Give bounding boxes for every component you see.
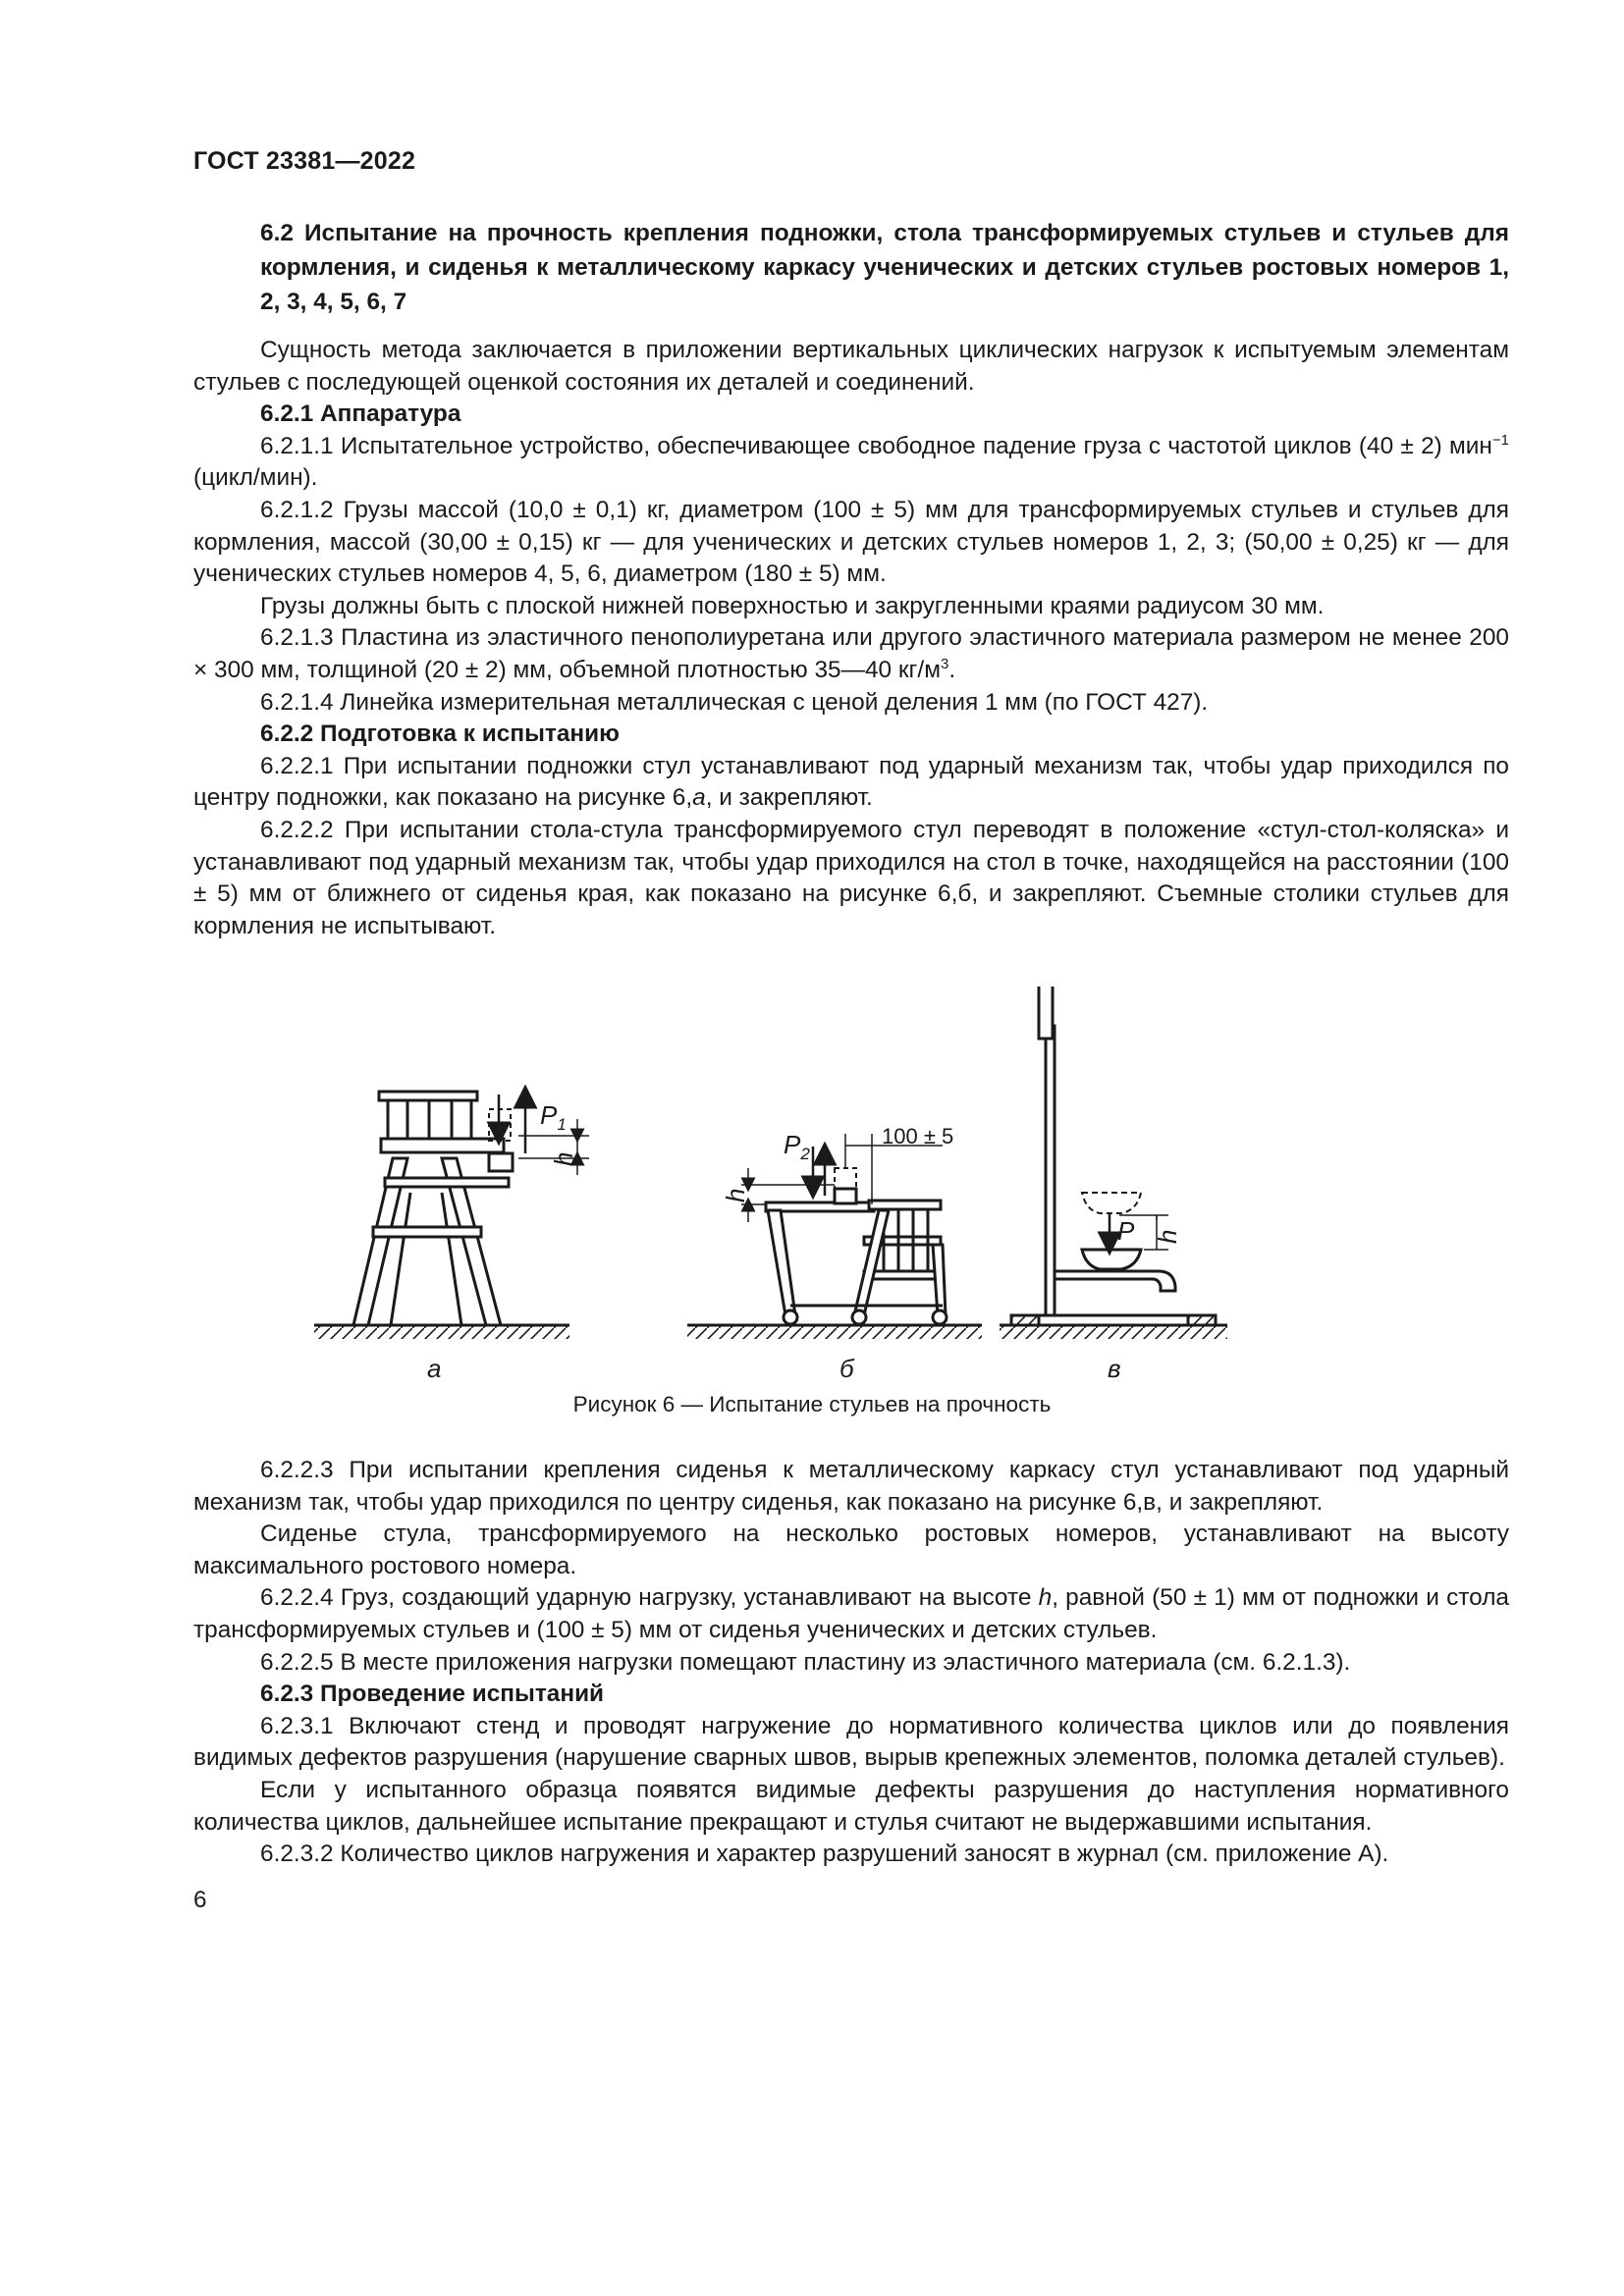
label-p2: $P_2$ [784,1130,810,1163]
heading-6-2-2: 6.2.2 Подготовка к испытанию [260,721,620,748]
label-p1: $P_1$ [540,1100,567,1134]
label-b: б [839,1354,854,1379]
paragraph-weights: Грузы должны быть с плоской нижней поверхностью и закругленными краями радиусом 30 мм. [260,592,1325,619]
paragraph-6-2-2-5: 6.2.2.5 В месте приложения нагрузки помещают пластину из эластичного материала (см. 6.2.1.3). [260,1648,1351,1676]
label-h-b: h [721,1188,750,1202]
paragraph-6-2-2-4: 6.2.2.4 Груз, создающий ударную нагрузку, устанавливают на высоте h, равной (50 ± 1) мм от подножки и стола трансформируемых стульев и (100 ± 5) мм от сиденья ученических и детских стульев. [193,1584,1509,1643]
paragraph-6-2-3-2: 6.2.3.2 Количество циклов нагружения и характер разрушений заносят в журнал (см. приложение А). [260,1841,1389,1868]
body-bottom [193,1455,1509,1916]
figure-caption: Рисунок 6 — Испытание стульев на прочность [572,1392,1052,1416]
paragraph-6-2-2-2: 6.2.2.2 При испытании стола-стула трансформируемого стул переводят в положение «стул-стол-коляска» и устанавливают под ударный механизм так, чтобы удар приходился на стол в точке, находящейся на расстоянии (100 ± 5) мм от ближнего от сиденья края, как показано на рисунке 6,б, и закрепляют. Съемные столики стульев для кормления не испытывают. [193,816,1509,939]
label-p: P [1117,1216,1135,1246]
paragraph-essence: Сущность метода заключается в приложении вертикальных циклических нагрузок к испытуемым элементам стульев с последующей оценкой состояния их деталей и соединений. [193,337,1509,396]
paragraph-6-2-3-1: 6.2.3.1 Включают стенд и проводят нагружение до нормативного количества циклов или до появления видимых дефектов разрушения (нарушение сварных швов, вырыв крепежных элементов, поломка деталей стульев). [193,1712,1509,1772]
document-header: ГОСТ 23381—2022 [193,147,416,175]
label-v: в [1108,1354,1121,1379]
heading-6-2-1: 6.2.1 Аппаратура [260,400,461,428]
figure-b-chair-table [471,1134,982,1339]
label-h-a: h [549,1151,578,1166]
figure-6 [295,987,1394,1379]
body-top [193,216,1509,942]
heading-6-2-3: 6.2.3 Проведение испытаний [260,1681,605,1708]
page-number: 6 [193,1886,207,1913]
paragraph-6-2-1-1: 6.2.1.1 Испытательное устройство, обеспечивающее свободное падение груза с частотой циклов (40 ± 2) мин$^{-1}$ (цикл/мин). [193,431,1509,492]
label-dim-100: 100 ± 5 [882,1124,954,1148]
section-title: 6.2 Испытание на прочность крепления подножки, стола трансформируемых стульев и стульев для кормления, и сиденья к металлическому каркасу ученических и детских стульев ростовых номеров 1, 2, 3, 4, 5, 6, 7 [260,220,1509,315]
paragraph-6-2-2-3: 6.2.2.3 При испытании крепления сиденья к металлическому каркасу стул устанавливают под ударный механизм так, чтобы удар приходился по центру сиденья, как показано на рисунке 6,в, и закрепляют. [193,1457,1509,1516]
paragraph-6-2-1-3: 6.2.1.3 Пластина из эластичного пенополиуретана или другого эластичного материала размером не менее 200 × 300 мм, толщиной (20 ± 2) мм, объемной плотностью 35—40 $кг/м^3$. [193,624,1509,683]
paragraph-6-2-2-1: 6.2.2.1 При испытании подножки стул устанавливают под ударный механизм так, чтобы удар приходился по центру подножки, как показано на рисунке 6,а, и закрепляют. [193,752,1509,812]
paragraph-6-2-1-2: 6.2.1.2 Грузы массой (10,0 ± 0,1) кг, диаметром (100 ± 5) мм для трансформируемых стульев и стульев для кормления, массой (30,00 ± 0,15) кг — для ученических и детских стульев номеров 1, 2, 3; (50,00 ± 0,25) кг — для ученических стульев номеров 4, 5, 6, диаметром (180 ± 5) мм. [193,496,1509,588]
label-h-v: h [1153,1229,1182,1244]
figure-v-stand [1000,987,1227,1339]
paragraph-defects: Если у испытанного образца появятся видимые дефекты разрушения до наступления нормативного количества циклов, дальнейшее испытание прекращают и стулья считают не выдержавшими испытания. [193,1776,1509,1836]
paragraph-seat: Сиденье стула, трансформируемого на несколько ростовых номеров, устанавливают на высоту максимального ростового номера. [193,1521,1509,1579]
paragraph-6-2-1-4: 6.2.1.4 Линейка измерительная металлическая с ценой деления 1 мм (по ГОСТ 427). [260,688,1209,716]
label-a: а [427,1354,442,1379]
